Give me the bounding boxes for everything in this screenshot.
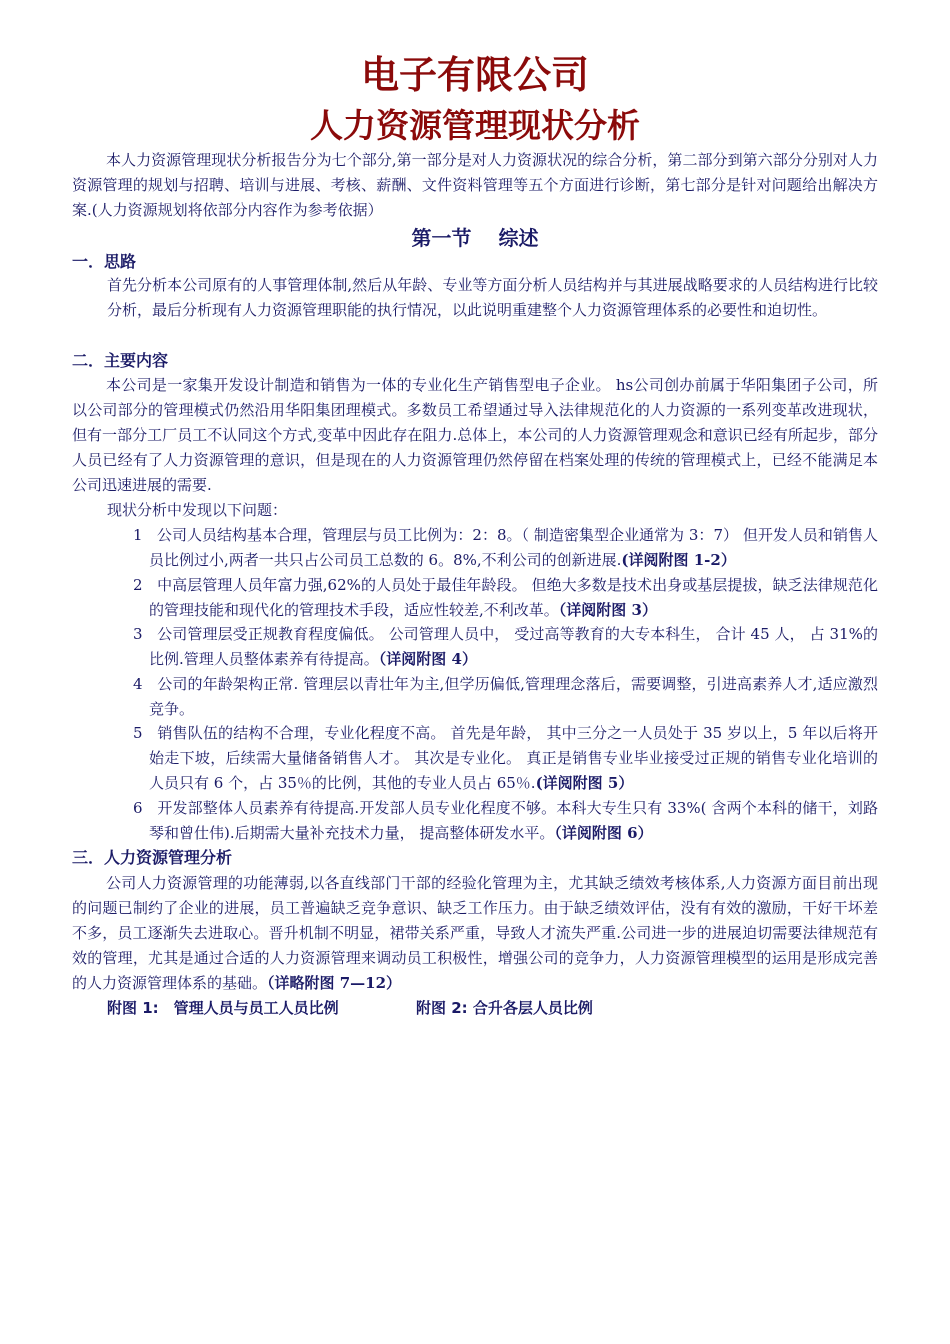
heading-hr-analysis: 三．人力资源管理分析 [72, 848, 233, 867]
hr-analysis-paragraph [72, 871, 878, 996]
document-subtitle: 人力资源管理现状分析 [310, 106, 640, 145]
list-item [107, 573, 878, 623]
figure-1-caption: 附图 1: 管理人员与员工人员比例 [107, 999, 339, 1017]
item-ref: （详阅附图 6） [554, 824, 653, 842]
intro-paragraph: 本人力资源管理现状分析报告分为七个部分,第一部分是对人力资源状况的综合分析，第二部分到第六部分分别对人力资源管理的规划与招聘、培训与进展、考核、薪酬、文件资料管理等五个方面进行诊断，第七部分是针对问题给出解决方案.(人力资源规划将依部分内容作为参考依据） [72, 151, 878, 219]
item-text: 中高层管理人员年富力强,62%的人员处于最佳年龄段。 但绝大多数是技术出身或基层提拔，缺乏法律规范化的管理技能和现代化的管理技术手段，适应性较差,不利改革。 [149, 576, 878, 619]
thinking-paragraph: 首先分析本公司原有的人事管理体制,然后从年龄、专业等方面分析人员结构并与其进展战略要求的人员结构进行比较分析，最后分析现有人力资源管理职能的执行情况，以此说明重建整个人力资源管理体系的必要性和迫切性。 [107, 276, 878, 319]
main-content-paragraph: 本公司是一家集开发设计制造和销售为一体的专业化生产销售型电子企业。 hs公司创办前属于华阳集团子公司，所以公司部分的管理模式仍然沿用华阳集团理模式。多数员工希望通过导入法律规范化的人力资源的一系列变革改进现状，但有一部分工厂员工不认同这个方式,变革中因此存在阻力.总体上，本公司的人力资源管理观念和意识已经有所起步，部分人员已经有了人力资源管理的意识，但是现在的人力资源管理仍然停留在档案处理的传统的管理模式上，已经不能满足本公司迅速进展的需要. [72, 376, 878, 494]
heading-main-content: 二．主要内容 [72, 351, 169, 370]
list-item [107, 622, 878, 672]
hr-analysis-text: 公司人力资源管理的功能薄弱,以各直线部门干部的经验化管理为主，尤其缺乏绩效考核体系,人力资源方面目前出现的问题已制约了企业的进展，员工普遍缺乏竞争意识、缺乏工作压力。由于缺乏绩效评估，没有有效的激励，干好干坏差不多，员工逐渐失去进取心。晋升机制不明显，裙带关系严重，导致人才流失严重.公司进一步的进展迫切需要法律规范有效的管理，尤其是通过合适的人力资源管理来调动员工积极性，增强公司的竞争力，人力资源管理模型的运用是形成完善的人力资源管理体系的基础。 [72, 874, 878, 992]
item-ref: (详阅附图 5） [535, 774, 634, 792]
document-title: 电子有限公司 [360, 53, 589, 97]
item-text: 销售队伍的结构不合理，专业化程度不高。 首先是年龄， 其中三分之一人员处于 35 岁以上，5 年以后将开始走下坡，后续需大量储备销售人才。 其次是专业化。 真正是销售专业毕业接受过正规的销售专业化培训的人员只有 6 个，占 35％的比例，其他的专业人员占 65％. [149, 724, 878, 792]
list-item [107, 796, 878, 846]
item-number: 4 [133, 675, 143, 693]
hr-analysis-ref: （详略附图 7—12） [267, 974, 402, 992]
item-number: 5 [133, 724, 143, 742]
list-item [107, 523, 878, 573]
item-text: 公司管理层受正规教育程度偏低。 公司管理人员中， 受过高等教育的大专本科生， 合计 45 人， 占 31%的比例.管理人员整体素养有待提高。 [149, 625, 879, 668]
figure-2-caption: 附图 2: 合升各层人员比例 [416, 999, 593, 1017]
item-ref: （详阅附图 3） [558, 601, 657, 619]
item-text: 公司的年龄架构正常. 管理层以青壮年为主,但学历偏低,管理理念落后，需要调整，引进高素养人才,适应激烈竞争。 [149, 675, 878, 718]
item-ref: （详阅附图 4） [378, 650, 477, 668]
item-text: 开发部整体人员素养有待提高.开发部人员专业化程度不够。本科大专生只有 33%( 含两个本科的储干，刘路琴和曾仕伟).后期需大量补充技术力量， 提高整体研发水平。 [149, 799, 878, 842]
item-number: 2 [133, 576, 143, 594]
item-text: 公司人员结构基本合理，管理层与员工比例为：2：8。（ 制造密集型企业通常为 3：7） 但开发人员和销售人员比例过小,两者一共只占公司员工总数的 6。8%,不利公司的创新进展. [149, 526, 878, 569]
heading-thinking: 一．思路 [72, 252, 137, 271]
item-ref: (详阅附图 1-2） [621, 551, 736, 569]
list-item [107, 721, 878, 796]
list-item [107, 672, 878, 722]
problems-intro: 现状分析中发现以下问题： [107, 501, 288, 519]
item-number: 3 [133, 625, 143, 643]
item-number: 6 [133, 799, 143, 817]
item-number: 1 [133, 526, 143, 544]
section-title: 第一节 综述 [411, 226, 539, 250]
